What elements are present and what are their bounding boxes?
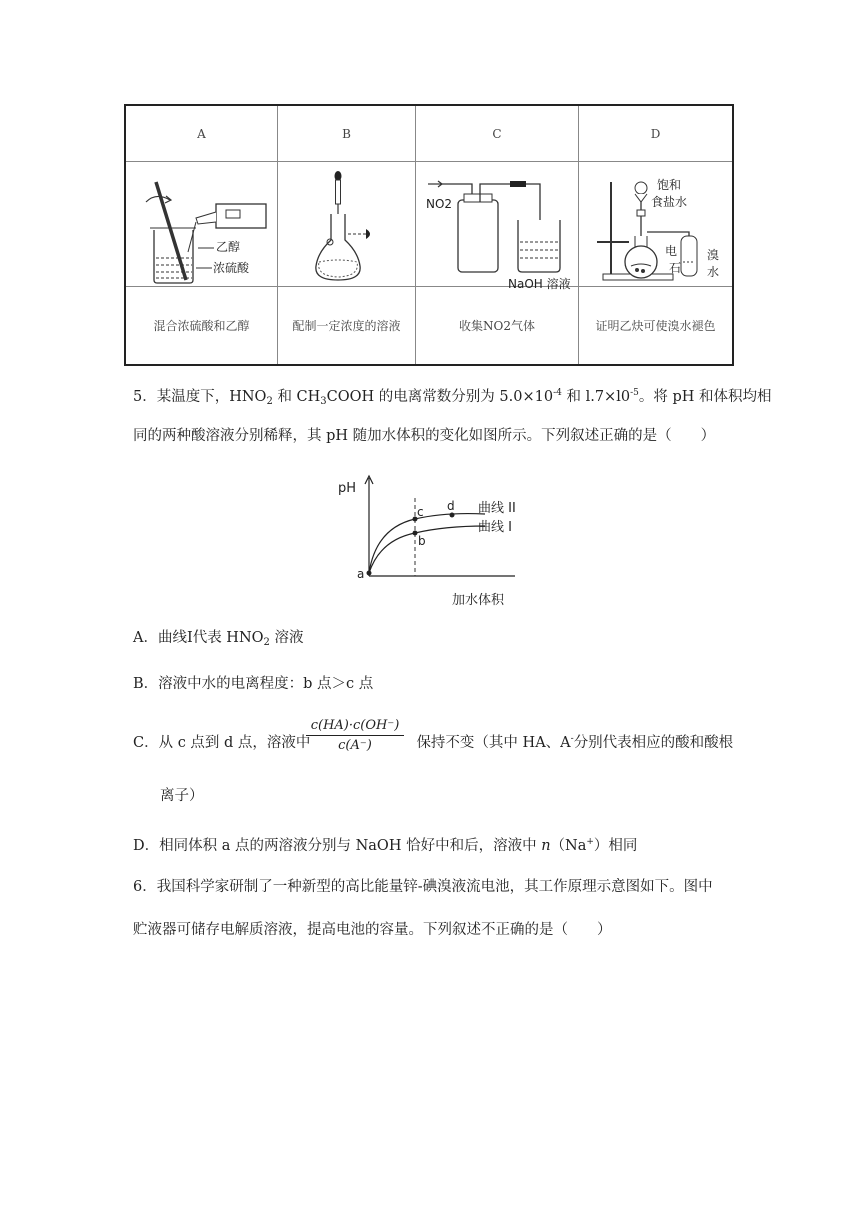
q5-option-d: D．相同体积 a 点的两溶液分别与 NaOH 恰好中和后，溶液中 n（Na+）相同	[133, 837, 638, 854]
label-carbide-2: 石	[669, 261, 682, 275]
q6-stem-line2: 贮液器可储存电解质溶液，提高电池的容量。下列叙述不正确的是（ ）	[133, 922, 612, 938]
point-a	[367, 571, 372, 576]
point-d-label: d	[447, 499, 455, 513]
q6-stem-line1: 6．我国科学家研制了一种新型的高比能量锌-碘溴液流电池，其工作原理示意图如下。图中	[133, 879, 713, 895]
q5-option-a: A．曲线I代表 $HNO_2$ 溶液	[133, 630, 304, 648]
q5-option-c-fraction	[306, 718, 404, 753]
q5-stem-line2: 同的两种酸溶液分别稀释，其 pH 随加水体积的变化如图所示。下列叙述正确的是（ ）	[133, 428, 716, 444]
caption-a: 混合浓硫酸和乙醇	[126, 287, 278, 364]
legend-curve-i: 曲线 I	[478, 520, 512, 535]
point-d	[450, 513, 455, 518]
label-carbide-1: 电	[665, 244, 678, 258]
fraction-numerator: c(HA)·c(OH⁻)	[306, 718, 404, 736]
point-a-label: a	[357, 567, 365, 581]
legend-curve-ii: 曲线 II	[478, 501, 516, 516]
point-b	[413, 531, 418, 536]
q5-option-c: C．从 c 点到 d 点，溶液中 保持不变（其中 HA、A-分别代表相应的酸和酸根	[133, 734, 734, 751]
table-header-c: C	[416, 106, 579, 162]
q5-option-c-continued: 离子）	[160, 788, 204, 804]
label-saturated: 饱和	[657, 178, 682, 192]
x-axis-label: 加水体积	[452, 593, 505, 608]
q5-stem-line1: 5．某温度下，$HNO_2$ 和 $CH_3COOH$ 的电离常数分别为 $5.0\times 10^{-4}$ 和 $l.7\times l0^{-5}$。将 pH 和体积均相	[133, 388, 772, 407]
curve-i	[369, 526, 485, 573]
table-header-a: A	[126, 106, 278, 162]
table-header-b: B	[278, 106, 416, 162]
caption-d: 证明乙炔可使溴水褪色	[595, 319, 716, 333]
ph-dilution-chart	[330, 470, 530, 615]
y-axis-label: pH	[338, 481, 357, 496]
figure-collect-no2	[416, 162, 579, 291]
caption-b: 配制一定浓度的溶液	[278, 287, 416, 364]
figure-acetylene-bromine	[579, 162, 732, 287]
experiment-table	[124, 104, 734, 366]
label-ethanol: 乙醇	[216, 240, 241, 254]
figure-volumetric-flask	[278, 162, 416, 287]
label-naoh-solution: NaOH 溶液	[508, 277, 571, 291]
fraction-denominator: c(A⁻)	[338, 738, 372, 753]
caption-c: 收集NO2气体	[416, 287, 579, 364]
figure-mix-acid-ethanol	[126, 162, 278, 287]
point-b-label: b	[418, 534, 426, 548]
label-bromine-2: 水	[707, 265, 720, 279]
curve-ii	[369, 514, 485, 573]
q5-option-b: B．溶液中水的电离程度：b 点＞c 点	[133, 676, 374, 692]
label-bromine-1: 溴	[707, 248, 720, 262]
label-saltwater: 食盐水	[651, 195, 688, 209]
point-c-label: c	[417, 505, 424, 519]
ph-chart-svg	[330, 470, 530, 615]
table-header-d: D	[579, 106, 732, 162]
label-conc-sulfuric-acid: 浓硫酸	[213, 261, 250, 275]
label-no2: NO2	[426, 197, 453, 211]
